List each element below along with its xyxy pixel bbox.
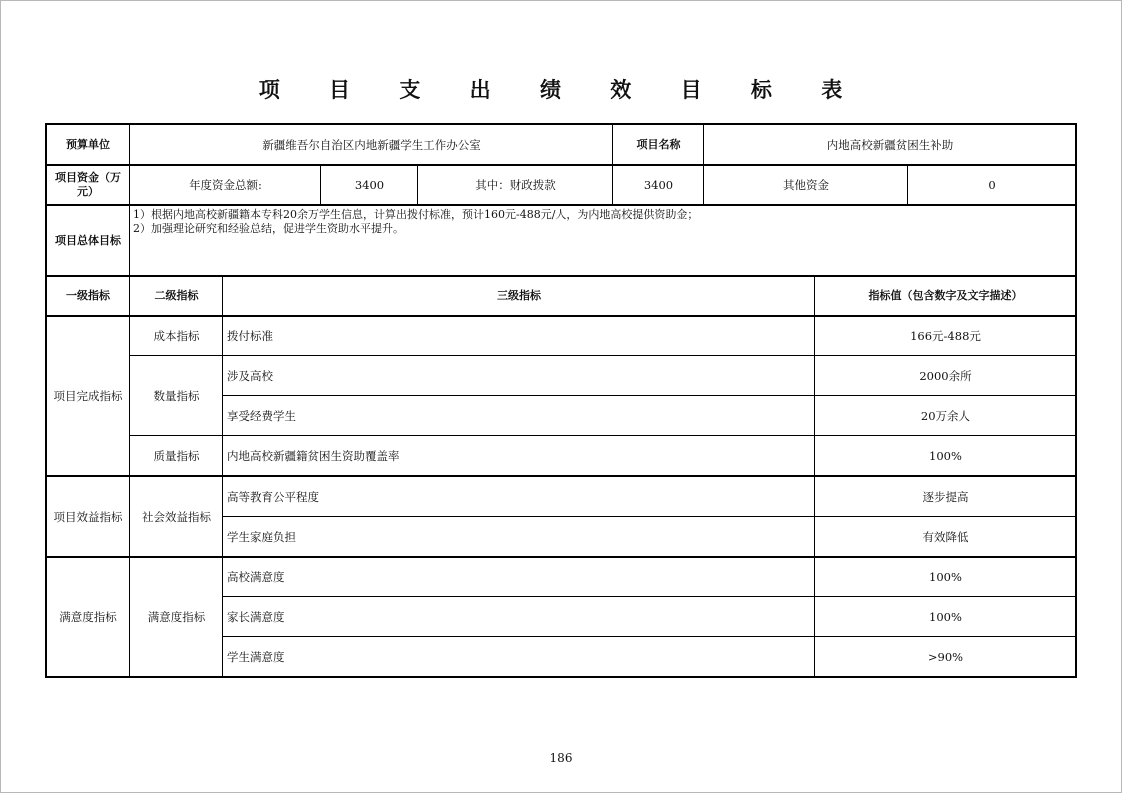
value-cell: 20万余人 bbox=[920, 409, 971, 423]
goals-text bbox=[130, 205, 1076, 276]
funds-other-value: 0 bbox=[988, 178, 996, 192]
page-number: 186 bbox=[549, 751, 573, 765]
value-cell: 2000余所 bbox=[919, 369, 972, 383]
budget-unit-label: 预算单位 bbox=[66, 137, 110, 151]
level3-cell: 高等教育公平程度 bbox=[227, 489, 319, 504]
level2-cell: 社会效益指标 bbox=[142, 509, 211, 524]
goal-line-1: 1）根据内地高校新疆籍本专科20余万学生信息，计算出拨付标准，预计160元-488元/人，为内地高校提供资助金； bbox=[133, 208, 699, 221]
value-cell: 逐步提高 bbox=[922, 489, 969, 504]
level3-cell: 涉及高校 bbox=[227, 369, 273, 383]
funds-total-label: 年度资金总额: bbox=[189, 178, 262, 192]
value-cell: 100% bbox=[929, 449, 962, 463]
funds-label: 项目资金（万元） bbox=[55, 171, 121, 198]
level3-cell: 拨付标准 bbox=[227, 329, 273, 343]
funds-other-label: 其他资金 bbox=[783, 178, 829, 192]
level2-cell: 满意度指标 bbox=[147, 610, 206, 624]
level1-cell: 满意度指标 bbox=[59, 610, 117, 624]
funds-fiscal-label: 其中：财政拨款 bbox=[475, 178, 556, 192]
level3-cell: 学生满意度 bbox=[227, 650, 285, 664]
funds-fiscal-value: 3400 bbox=[643, 178, 674, 192]
level3-cell: 内地高校新疆籍贫困生资助覆盖率 bbox=[227, 449, 400, 463]
level2-cell: 成本指标 bbox=[153, 329, 200, 343]
project-name-label: 项目名称 bbox=[636, 137, 681, 151]
value-cell: 100% bbox=[929, 570, 962, 584]
goals-label: 项目总体目标 bbox=[55, 233, 121, 247]
goal-line-2: 2）加强理论研究和经验总结，促进学生资助水平提升。 bbox=[133, 222, 404, 235]
level3-cell: 学生家庭负担 bbox=[227, 530, 296, 544]
value-cell: >90% bbox=[927, 650, 964, 664]
col-level2: 二级指标 bbox=[154, 289, 199, 302]
project-name-value: 内地高校新疆贫困生补助 bbox=[826, 137, 954, 152]
col-level3: 三级指标 bbox=[497, 289, 541, 302]
level3-cell: 家长满意度 bbox=[227, 610, 285, 624]
col-value: 指标值（包含数字及文字描述） bbox=[868, 289, 1023, 302]
level1-cell: 项目效益指标 bbox=[53, 509, 123, 524]
funds-total-value: 3400 bbox=[354, 178, 385, 192]
col-level1: 一级指标 bbox=[66, 289, 110, 302]
level1-cell: 项目完成指标 bbox=[53, 389, 123, 403]
level2-cell: 数量指标 bbox=[153, 389, 200, 403]
value-cell: 有效降低 bbox=[922, 530, 969, 544]
level2-cell: 质量指标 bbox=[153, 449, 200, 463]
value-cell: 166元-488元 bbox=[910, 329, 981, 343]
budget-unit-value: 新疆维吾尔自治区内地新疆学生工作办公室 bbox=[262, 137, 481, 152]
page-title: 项 目 支 出 绩 效 目 标 表 bbox=[258, 78, 864, 102]
level3-cell: 高校满意度 bbox=[227, 570, 285, 584]
level3-cell: 享受经费学生 bbox=[227, 409, 296, 423]
value-cell: 100% bbox=[929, 610, 962, 624]
